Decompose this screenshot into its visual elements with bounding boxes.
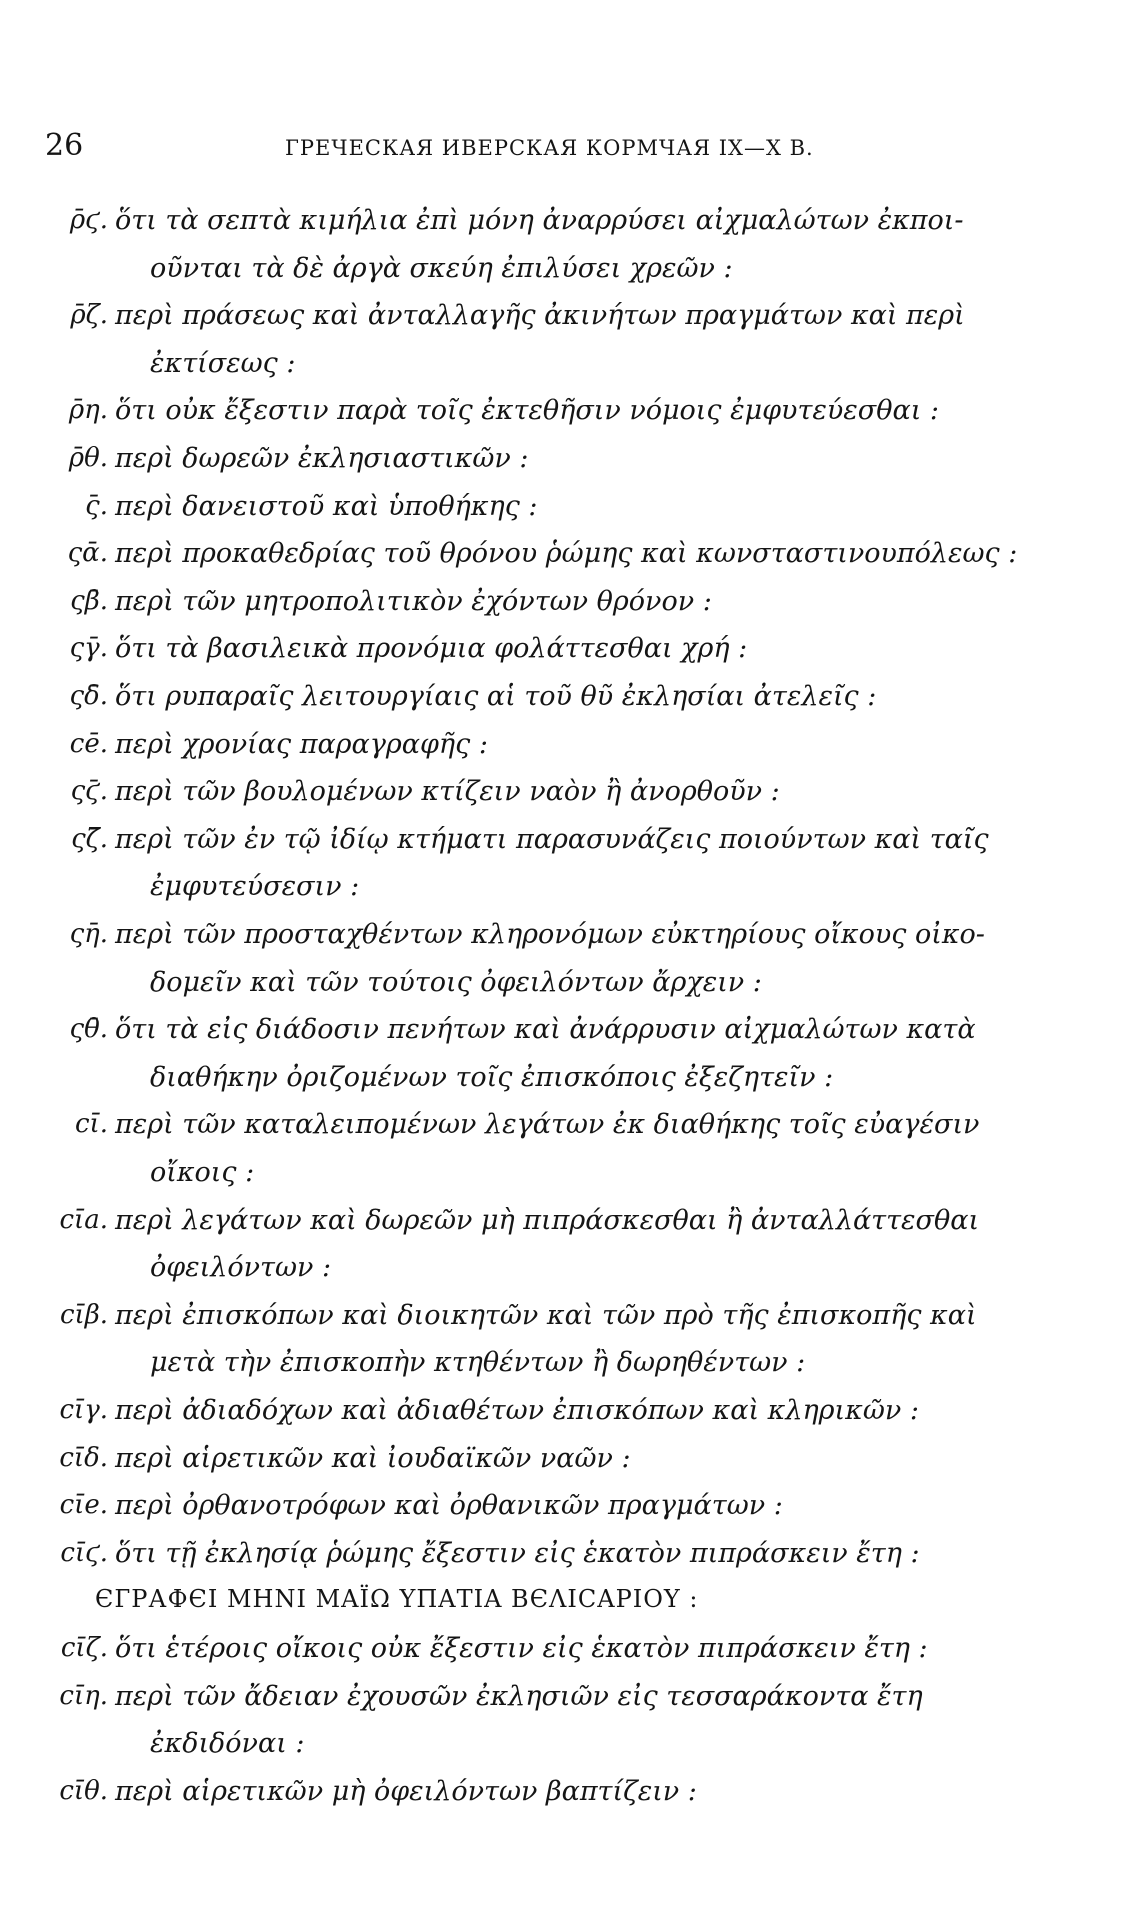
entry-number: ρ̄ϛ. bbox=[69, 205, 108, 235]
entry-text: περὶ ἀδιαδόχων καὶ ἀδιαθέτων ἐπισκόπων καὶ κληρικῶν : bbox=[115, 1395, 919, 1426]
entry-text: ὅτι τῇ ἐκλησίᾳ ῥώμης ἔξεστιν εἰς ἑκατὸν πιπράσκειν ἔτη : bbox=[115, 1537, 920, 1569]
entry-text-continuation: δομεῖν καὶ τῶν τούτοις ὀφειλόντων ἄρχειν : bbox=[150, 966, 762, 998]
entry-text-continuation: ἐκδιδόναι : bbox=[150, 1728, 305, 1760]
entry-text: περὶ δωρεῶν ἐκλησιαστικῶν : bbox=[115, 443, 529, 474]
running-head: ГРЕЧЕСКАЯ ИВЕРСКАЯ КОРМЧАЯ IX—X В. bbox=[285, 136, 814, 160]
entry-number: cῑδ. bbox=[59, 1442, 108, 1473]
entry-number: cῑη. bbox=[59, 1680, 108, 1711]
entry-text-continuation: ὀφειλόντων : bbox=[150, 1252, 332, 1284]
entry-number: cῑγ. bbox=[59, 1395, 108, 1425]
entry-text: περὶ προκαθεδρίας τοῦ θρόνου ῥώμης καὶ κωνσταστινουπόλεως : bbox=[115, 538, 1018, 570]
entry-number: cῑθ. bbox=[59, 1775, 108, 1806]
entry-text: περὶ τῶν βουλομένων κτίζειν ναὸν ἢ ἀνορθοῦν : bbox=[115, 776, 780, 808]
entry-text: περὶ ὀρθανοτρόφων καὶ ὀρθανικῶν πραγμάτων : bbox=[115, 1490, 783, 1522]
entry-number: cῑa. bbox=[59, 1204, 108, 1235]
entry-text-continuation: ἐμφυτεύσεσιν : bbox=[150, 871, 360, 903]
entry-number: ςθ̄. bbox=[69, 1014, 108, 1045]
entry-text-continuation: μετὰ τὴν ἐπισκοπὴν κτηθέντων ἢ δωρηθέντων : bbox=[150, 1347, 806, 1379]
entry-text-continuation: ἐκτίσεως : bbox=[150, 347, 296, 379]
entry-number: cē. bbox=[69, 728, 108, 759]
entry-number: ςη̄. bbox=[69, 919, 108, 949]
entry-number: ρ̄ζ. bbox=[70, 300, 108, 331]
entry-number: ςγ̄. bbox=[69, 633, 108, 664]
entry-number: cῑe. bbox=[59, 1490, 108, 1521]
page-number: 26 bbox=[45, 128, 84, 163]
entry-number: cῑ. bbox=[74, 1109, 108, 1140]
entry-text: ὅτι ἑτέροις οἴκοις οὐκ ἔξεστιν εἰς ἑκατὸν πιπράσκειν ἔτη : bbox=[115, 1633, 928, 1664]
entry-number: ςδ̄. bbox=[69, 681, 108, 711]
entry-text: περὶ τῶν ἄδειαν ἐχουσῶν ἐκλησιῶν εἰς τεσσαράκοντα ἔτη bbox=[115, 1680, 923, 1712]
entry-text: περὶ ἐπισκόπων καὶ διοικητῶν καὶ τῶν πρὸ τῆς ἐπισκοπῆς καὶ bbox=[115, 1299, 977, 1331]
entry-number: ςβ̄. bbox=[70, 585, 108, 616]
entry-text: περὶ τῶν ἐν τῷ ἰδίῳ κτήματι παρασυνάζεις ποιούντων καὶ ταῖς bbox=[115, 823, 989, 855]
entry-number: cῑϛ. bbox=[60, 1537, 108, 1568]
entry-text: περὶ λεγάτων καὶ δωρεῶν μὴ πιπράσκεσθαι ἢ ἀνταλλάττεσθαι bbox=[115, 1204, 980, 1236]
entry-text-continuation: οἴκοις : bbox=[150, 1157, 255, 1188]
entry-number: cῑβ. bbox=[59, 1299, 108, 1330]
entry-text-continuation: διαθήκην ὀριζομένων τοῖς ἐπισκόποις ἐξεζητεῖν : bbox=[150, 1061, 834, 1093]
entry-text: περὶ τῶν καταλειπομένων λεγάτων ἐκ διαθήκης τοῖς εὐαγέσιν bbox=[115, 1109, 980, 1141]
entry-text: περὶ δανειστοῦ καὶ ὑποθήκης : bbox=[115, 490, 538, 522]
entry-text: περὶ τῶν μητροπολιτικὸν ἐχόντων θρόνον : bbox=[115, 585, 712, 617]
entry-number: cῑζ. bbox=[60, 1633, 108, 1663]
entry-text: ὅτι τὰ βασιλεικὰ προνόμια φολάττεσθαι χρή : bbox=[115, 633, 748, 665]
entry-text: ὅτι ρυπαραῖς λειτουργίαις αἱ τοῦ θῦ ἐκλησίαι ἀτελεῖς : bbox=[115, 681, 877, 712]
entry-text: περὶ αἱρετικῶν καὶ ἰουδαϊκῶν ναῶν : bbox=[115, 1442, 631, 1474]
entry-text: ЄГРАФЄI MHNI MAΪΩ ΥΠΑΤΙΑ ΒЄΛΙCΑΡΙΟΥ : bbox=[95, 1585, 699, 1614]
entry-number: ρ̄η. bbox=[68, 395, 108, 426]
entry-text: περὶ τῶν προσταχθέντων κληρονόμων εὐκτηρίους οἴκους οἰκο- bbox=[115, 919, 985, 950]
entry-text-continuation: οῦνται τὰ δὲ ἀργὰ σκεύη ἐπιλύσει χρεῶν : bbox=[150, 252, 733, 284]
entry-text: ὅτι τὰ εἰς διάδοσιν πενήτων καὶ ἀνάρρυσιν αἰχμαλώτων κατὰ bbox=[115, 1014, 976, 1046]
page-header bbox=[45, 128, 985, 168]
entry-number: ςζ̄. bbox=[71, 823, 108, 854]
entry-text: ὅτι οὐκ ἔξεστιν παρὰ τοῖς ἐκτεθῆσιν νόμοις ἐμφυτεύεσθαι : bbox=[115, 395, 939, 427]
entry-number: ςϛ̄. bbox=[70, 776, 108, 807]
entry-number: ρ̄θ. bbox=[68, 443, 108, 473]
entry-text: περὶ πράσεως καὶ ἀνταλλαγῆς ἀκινήτων πραγμάτων καὶ περὶ bbox=[115, 300, 965, 332]
entry-number: ςᾱ. bbox=[67, 538, 108, 569]
entry-text: περὶ αἱρετικῶν μὴ ὀφειλόντων βαπτίζειν : bbox=[115, 1775, 697, 1807]
entry-text: ὅτι τὰ σεπτὰ κιμήλια ἐπὶ μόνη ἀναρρύσει αἰχμαλώτων ἐκποι- bbox=[115, 205, 964, 236]
entry-text: περὶ χρονίας παραγραφῆς : bbox=[115, 728, 488, 760]
entry-number: ς̄. bbox=[85, 490, 108, 521]
